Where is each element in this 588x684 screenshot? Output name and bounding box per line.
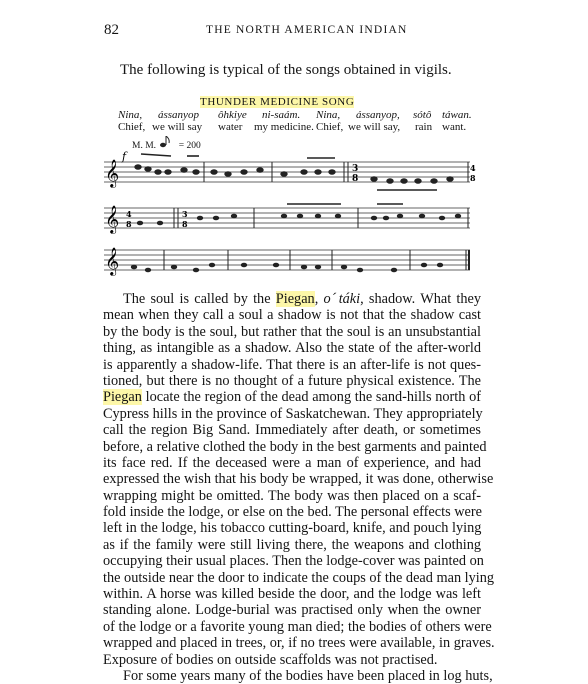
native-word: ni-saám. xyxy=(262,109,301,121)
english-word: Chief, xyxy=(316,121,344,133)
text-line: the outside near the door to indicate the coups of the dead man lying xyxy=(103,569,495,586)
highlight-piegan: Piegan xyxy=(275,291,315,307)
native-word: sótô xyxy=(413,109,432,121)
native-term: oˊtáki xyxy=(323,291,361,307)
text-line-paragraph-2: For some years many of the bodies have been placed in log huts, xyxy=(123,667,493,684)
english-word: my medicine. xyxy=(254,121,314,133)
svg-text:8: 8 xyxy=(182,219,188,229)
metronome-label: M. M. xyxy=(132,141,157,151)
tempo-value: = 200 xyxy=(178,141,201,151)
text-line: wrapped and placed in trees, or, if no trees were available, in graves. xyxy=(103,635,495,652)
text-line: Cypress hills in the province of Saskatchewan. They appropriately xyxy=(103,405,483,422)
text-line: tioned, but there is no thought of a future physical existence. The xyxy=(103,372,481,389)
time-signature: 3 xyxy=(352,164,359,174)
text-line: of the lodge or a favorite young man died; the bodies of others were xyxy=(103,618,492,635)
native-word: Nina, xyxy=(316,109,341,121)
english-word: rain xyxy=(415,121,433,133)
english-word: want. xyxy=(442,121,467,133)
native-word: táwan. xyxy=(442,109,472,121)
english-word: we will say xyxy=(152,121,203,133)
text-line: thing, as intangible as a shadow. Also the state of the after-world xyxy=(103,340,481,357)
time-signature: 4 xyxy=(470,163,476,173)
text-line: standing alone. Lodge-burial was practised only when the owner xyxy=(103,602,481,619)
native-word: ássanyop xyxy=(158,109,199,121)
music-staff-2 xyxy=(104,200,474,240)
english-word: Chief, xyxy=(118,121,146,133)
english-word: water xyxy=(218,121,243,133)
text-line: within. A horse was killed beside the door, and the lodge was left xyxy=(103,586,481,603)
english-word: we will say, xyxy=(348,121,401,133)
text-line: mean when they call a soul a shadow is not that the shadow cast xyxy=(103,307,481,324)
svg-text:8: 8 xyxy=(126,219,132,229)
native-word: ássanyop, xyxy=(356,109,400,121)
music-staff-1 xyxy=(104,148,474,200)
text-line: by the body is the soul, but rather that the soul is an unsubstantial xyxy=(103,323,481,340)
svg-text:4: 4 xyxy=(126,209,132,219)
svg-text:8: 8 xyxy=(470,173,476,183)
text-line: before, a relative clothed the body in the best garments and painted xyxy=(103,438,487,455)
text-line: as if the family were still living there, the weapons and clothing xyxy=(103,536,481,553)
dynamic-mark: f xyxy=(122,150,127,163)
text-line: Piegan locate the region of the dead among the sand-hills north of xyxy=(103,389,481,406)
treble-clef-icon: 𝄞 xyxy=(105,247,120,275)
treble-clef-icon: 𝄞 xyxy=(105,159,120,187)
text-line: wrapping might be omitted. The body was then placed on a scaf- xyxy=(103,487,481,504)
text-line: is apparently a shadow-life. That there is an after-life is not ques- xyxy=(103,356,481,373)
music-staff-3 xyxy=(104,240,474,284)
song-title: THUNDER MEDICINE SONG xyxy=(200,96,355,108)
text-line: occupying their usual places. Then the lodge-cover was painted on xyxy=(103,553,484,570)
running-title: THE NORTH AMERICAN INDIAN xyxy=(206,24,408,36)
native-word: ôhkiye xyxy=(218,109,247,121)
text-line: fold inside the lodge, or else on the bed. The personal effects were xyxy=(103,504,483,521)
intro-sentence: The following is typical of the songs obtained in vigils. xyxy=(120,62,452,78)
text-line: Exposure of bodies on outside scaffolds was not practised. xyxy=(103,651,438,668)
native-word: Nina, xyxy=(118,109,143,121)
svg-text:8: 8 xyxy=(352,174,359,184)
text-line: its face red. If the deceased were a man of experience, and had xyxy=(103,454,481,471)
text-line: expressed the wish that his body be wrapped, it was done, otherwise xyxy=(103,471,494,488)
highlight-piegan: Piegan xyxy=(103,389,142,406)
text-line: left in the lodge, his tobacco cutting-board, knife, and pouch lying xyxy=(103,520,482,537)
treble-clef-icon: 𝄞 xyxy=(105,205,120,233)
notes-group-1 xyxy=(135,165,453,184)
text-line: The soul is called by the Piegan, oˊtáki, shadow. What they xyxy=(123,291,481,307)
paragraph-soul xyxy=(103,291,495,684)
text-line: call the region Big Sand. Immediately after death, or sometimes xyxy=(103,422,481,439)
page-number: 82 xyxy=(104,22,119,38)
svg-text:3: 3 xyxy=(182,209,188,219)
